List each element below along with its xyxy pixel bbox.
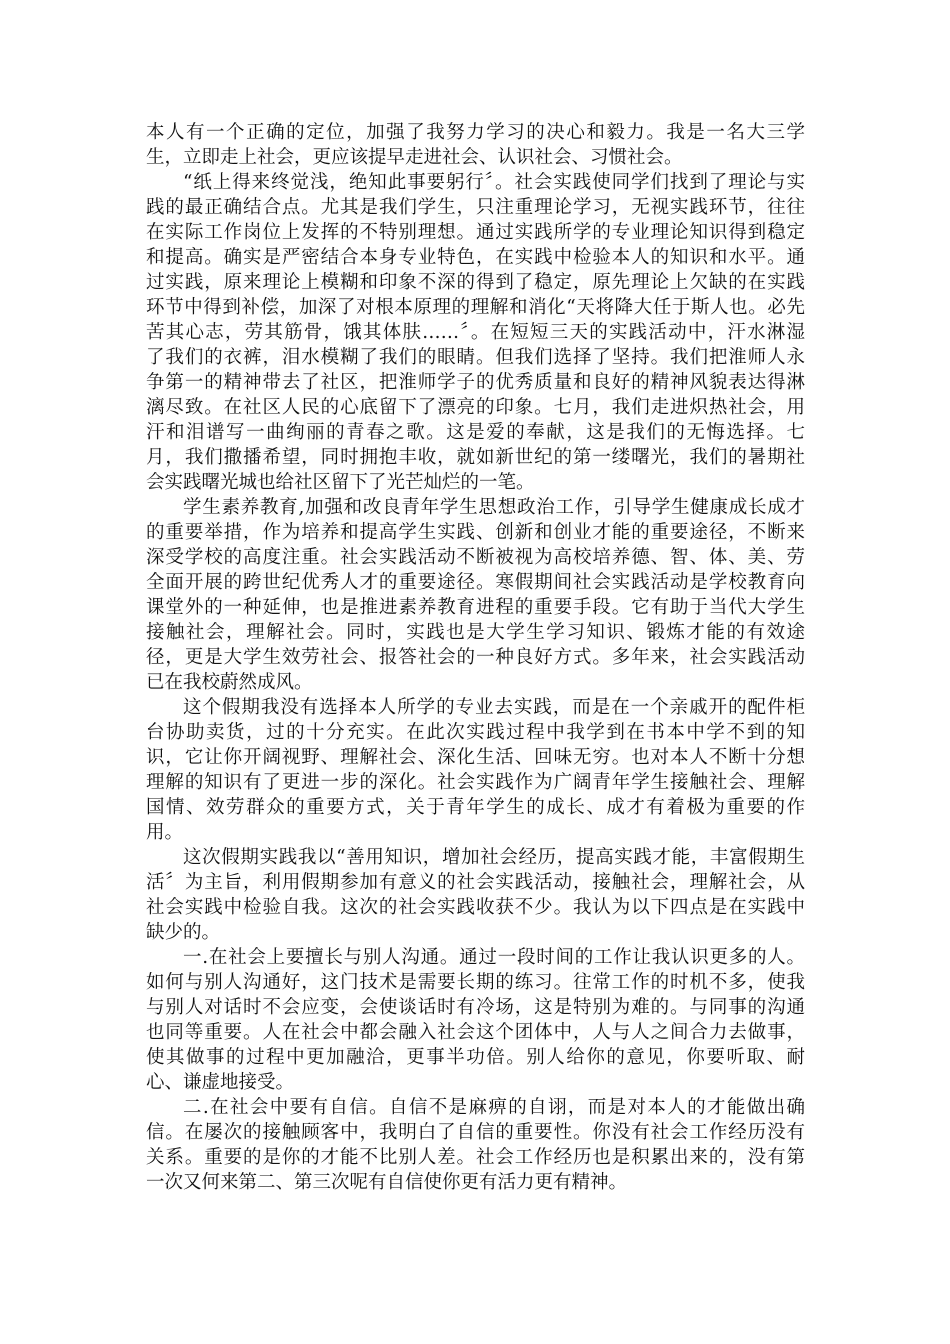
text-line: 一次又何来第二、第三次呢有自信使你更有活力更有精神。	[146, 1172, 628, 1193]
text-line: 汗和泪谱写一曲绚丽的青春之歌。这是爱的奉献，这是我们的无悔选择。七	[146, 422, 805, 443]
paragraph-3	[146, 495, 805, 695]
text-line: 和提高。确实是严密结合本身专业特色，在实践中检验本人的知识和水平。通	[146, 247, 805, 268]
text-line: 月，我们撒播希望，同时拥抱丰收，就如新世纪的第一缕曙光，我们的暑期社	[146, 447, 805, 468]
text-line: 学生素养教育,加强和改良青年学生思想政治工作，引导学生健康成长成才	[183, 497, 805, 518]
text-line: 接触社会，理解社会。同时，实践也是大学生学习知识、锻炼才能的有效途	[146, 622, 805, 643]
text-line: 的重要举措，作为培养和提高学生实践、创新和创业才能的重要途径，不断来	[146, 522, 805, 543]
text-line: 践的最正确结合点。尤其是我们学生，只注重理论学习，无视实践环节，往往	[146, 197, 805, 218]
text-line: 台协助卖货，过的十分充实。在此次实践过程中我学到在书本中学不到的知	[146, 722, 805, 743]
text-line: 会实践曙光城也给社区留下了光芒灿烂的一笔。	[146, 472, 535, 493]
text-line: 缺少的。	[146, 922, 221, 943]
paragraph-6	[146, 945, 805, 1095]
text-line: 识，它让你开阔视野、理解社会、深化生活、回味无穷。也对本人不断十分想	[146, 747, 805, 768]
paragraph-2	[146, 170, 805, 495]
text-line: 活〞为主旨，利用假期参加有意义的社会实践活动，接触社会，理解社会，从	[146, 872, 805, 893]
paragraph-4	[146, 695, 805, 845]
text-line: 课堂外的一种延伸，也是推进素养教育进程的重要手段。它有助于当代大学生	[146, 597, 805, 618]
text-line: 关系。重要的是你的才能不比别人差。社会工作经历也是积累出来的，没有第	[146, 1147, 805, 1168]
paragraph-7	[146, 1095, 805, 1195]
text-line: 环节中得到补偿，加深了对根本原理的理解和消化“天将降大任于斯人也。必先	[146, 297, 805, 318]
document-body	[146, 120, 805, 1195]
text-line: 信。在屡次的接触顾客中，我明白了自信的重要性。你没有社会工作经历没有	[146, 1122, 805, 1143]
text-line: 心、谦虚地接受。	[146, 1072, 295, 1093]
text-line: 全面开展的跨世纪优秀人才的重要途径。寒假期间社会实践活动是学校教育向	[146, 572, 805, 593]
text-line: 生，立即走上社会，更应该提早走进社会、认识社会、习惯社会。	[146, 147, 683, 168]
text-line: 本人有一个正确的定位，加强了我努力学习的决心和毅力。我是一名大三学	[146, 122, 805, 143]
text-line: 了我们的衣裤，泪水模糊了我们的眼睛。但我们选择了坚持。我们把淮师人永	[146, 347, 805, 368]
text-line: 深受学校的高度注重。社会实践活动不断被视为高校培养德、智、体、美、劳	[146, 547, 805, 568]
text-line: 苦其心志，劳其筋骨，饿其体肤……〞。在短短三天的实践活动中，汗水淋湿	[146, 322, 805, 343]
text-line: 这个假期我没有选择本人所学的专业去实践，而是在一个亲戚开的配件柜	[183, 697, 805, 718]
text-line: 与别人对话时不会应变，会使谈话时有冷场，这是特别为难的。与同事的沟通	[146, 997, 805, 1018]
text-line: 理解的知识有了更进一步的深化。社会实践作为广阔青年学生接触社会、理解	[146, 772, 805, 793]
text-line: “纸上得来终觉浅，绝知此事要躬行〞。社会实践使同学们找到了理论与实	[183, 172, 805, 193]
text-line: 过实践，原来理论上模糊和印象不深的得到了稳定，原先理论上欠缺的在实践	[146, 272, 805, 293]
text-line: 这次假期实践我以“善用知识，增加社会经历，提高实践才能，丰富假期生	[183, 847, 805, 868]
text-line: 如何与别人沟通好，这门技术是需要长期的练习。往常工作的时机不多，使我	[146, 972, 805, 993]
text-line: 用。	[146, 822, 184, 843]
text-line: 已在我校蔚然成风。	[146, 672, 313, 693]
text-line: 径，更是大学生效劳社会、报答社会的一种良好方式。多年来，社会实践活动	[146, 647, 805, 668]
text-line: 社会实践中检验自我。这次的社会实践收获不少。我认为以下四点是在实践中	[146, 897, 805, 918]
text-line: 一.在社会上要擅长与别人沟通。通过一段时间的工作让我认识更多的人。	[183, 947, 805, 968]
paragraph-1	[146, 120, 805, 170]
text-line: 争第一的精神带去了社区，把淮师学子的优秀质量和良好的精神风貌表达得淋	[146, 372, 805, 393]
text-line: 使其做事的过程中更加融洽，更事半功倍。别人给你的意见，你要听取、耐	[146, 1047, 805, 1068]
paragraph-5	[146, 845, 805, 945]
text-line: 漓尽致。在社区人民的心底留下了漂亮的印象。七月，我们走进炽热社会，用	[146, 397, 805, 418]
text-line: 在实际工作岗位上发挥的不特别理想。通过实践所学的专业理论知识得到稳定	[146, 222, 805, 243]
text-line: 也同等重要。人在社会中都会融入社会这个团体中，人与人之间合力去做事，	[146, 1022, 805, 1043]
text-line: 二.在社会中要有自信。自信不是麻痹的自诩，而是对本人的才能做出确	[183, 1097, 805, 1118]
text-line: 国情、效劳群众的重要方式，关于青年学生的成长、成才有着极为重要的作	[146, 797, 805, 818]
